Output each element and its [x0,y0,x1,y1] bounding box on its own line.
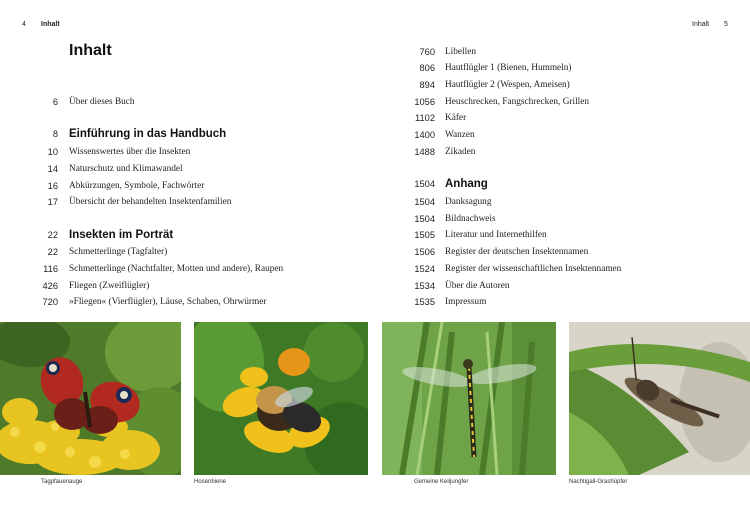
toc-page-number: 760 [419,47,435,57]
toc-page-number: 1524 [414,264,435,274]
toc-entry-title: Register der wissenschaftlichen Insektennamen [445,264,622,274]
toc-entry-title: Schmetterlinge (Nachtfalter, Motten und andere), Raupen [69,264,284,274]
toc-section-title: Einführung in das Handbuch [69,128,227,140]
toc-page-number: 1102 [415,113,435,123]
toc-entry-title: Naturschutz und Klimawandel [69,164,183,174]
toc-page-number: 1534 [414,281,435,291]
toc-entry-title: Fliegen (Zweiflügler) [69,281,150,291]
peacock-butterfly-photo [0,322,181,475]
toc-entry-title: Libellen [445,47,476,57]
toc-page-number: 16 [47,181,58,191]
toc-entry-title: »Fliegen« (Vierflügler), Läuse, Schaben, Ohrwürmer [69,297,267,307]
toc-page-number: 720 [42,297,58,307]
toc-page-number: 1535 [414,297,435,307]
toc-page-number: 1506 [414,247,435,257]
grasshopper-photo [569,322,750,475]
toc-page-number: 1505 [414,230,435,240]
toc-page-number: 1056 [414,97,435,107]
bee-photo [194,322,368,475]
toc-page-number: 22 [47,230,58,240]
toc-page-number: 1504 [414,214,435,224]
toc-section-title: Anhang [445,178,488,190]
toc-page-number: 1400 [414,130,435,140]
toc-entry-title: Bildnachweis [445,214,496,224]
toc-page-number: 894 [419,80,435,90]
right-running-title: Inhalt [692,21,710,28]
page-title: Inhalt [69,42,112,59]
toc-page-number: 22 [47,247,58,257]
toc-page-number: 116 [43,264,58,274]
toc-entry-title: Abkürzungen, Symbole, Fachwörter [69,181,205,191]
right-page-number: 5 [724,21,728,28]
toc-entry-title: Wanzen [445,130,475,140]
dragonfly-photo [382,322,556,475]
left-running-title: Inhalt [41,21,60,28]
toc-page-number: 806 [419,63,435,73]
toc-entry-title: Hautflügler 2 (Wespen, Ameisen) [445,80,570,90]
toc-page-number: 6 [52,97,58,107]
toc-page-number: 1504 [414,197,435,207]
toc-entry-title: Übersicht der behandelten Insektenfamilien [69,197,232,207]
toc-entry-title: Literatur und Internethilfen [445,230,547,240]
toc-page-number: 10 [47,147,58,157]
toc-entry-title: Zikaden [445,147,476,157]
toc-page-number: 426 [42,281,58,291]
toc-entry-title: Über die Autoren [445,281,510,291]
photo-caption: Hosenbiene [194,479,227,485]
toc-entry-title: Schmetterlinge (Tagfalter) [69,247,168,257]
toc-entry-title: Impressum [445,297,487,307]
toc-entry-title: Hautflügler 1 (Bienen, Hummeln) [445,63,572,73]
toc-page-number: 14 [47,164,58,174]
photo-caption: Gemeine Keiljungfer [414,479,469,485]
toc-entry-title: Käfer [445,113,467,123]
toc-page-number: 17 [47,197,58,207]
toc-entry-title: Heuschrecken, Fangschrecken, Grillen [445,97,590,107]
toc-section-title: Insekten im Porträt [69,229,174,241]
toc-entry-title: Register der deutschen Insektennamen [445,247,589,257]
left-page-number: 4 [22,21,26,28]
toc-page-number: 8 [52,129,58,139]
toc-entry-title: Über dieses Buch [69,97,135,107]
photo-caption: Tagpfauenauge [41,479,83,485]
toc-page-number: 1504 [414,179,435,189]
toc-entry-title: Danksagung [445,197,492,207]
photo-caption: Nachtigall-Grashüpfer [569,479,628,485]
toc-entry-title: Wissenswertes über die Insekten [69,147,191,157]
toc-page-number: 1488 [414,147,435,157]
